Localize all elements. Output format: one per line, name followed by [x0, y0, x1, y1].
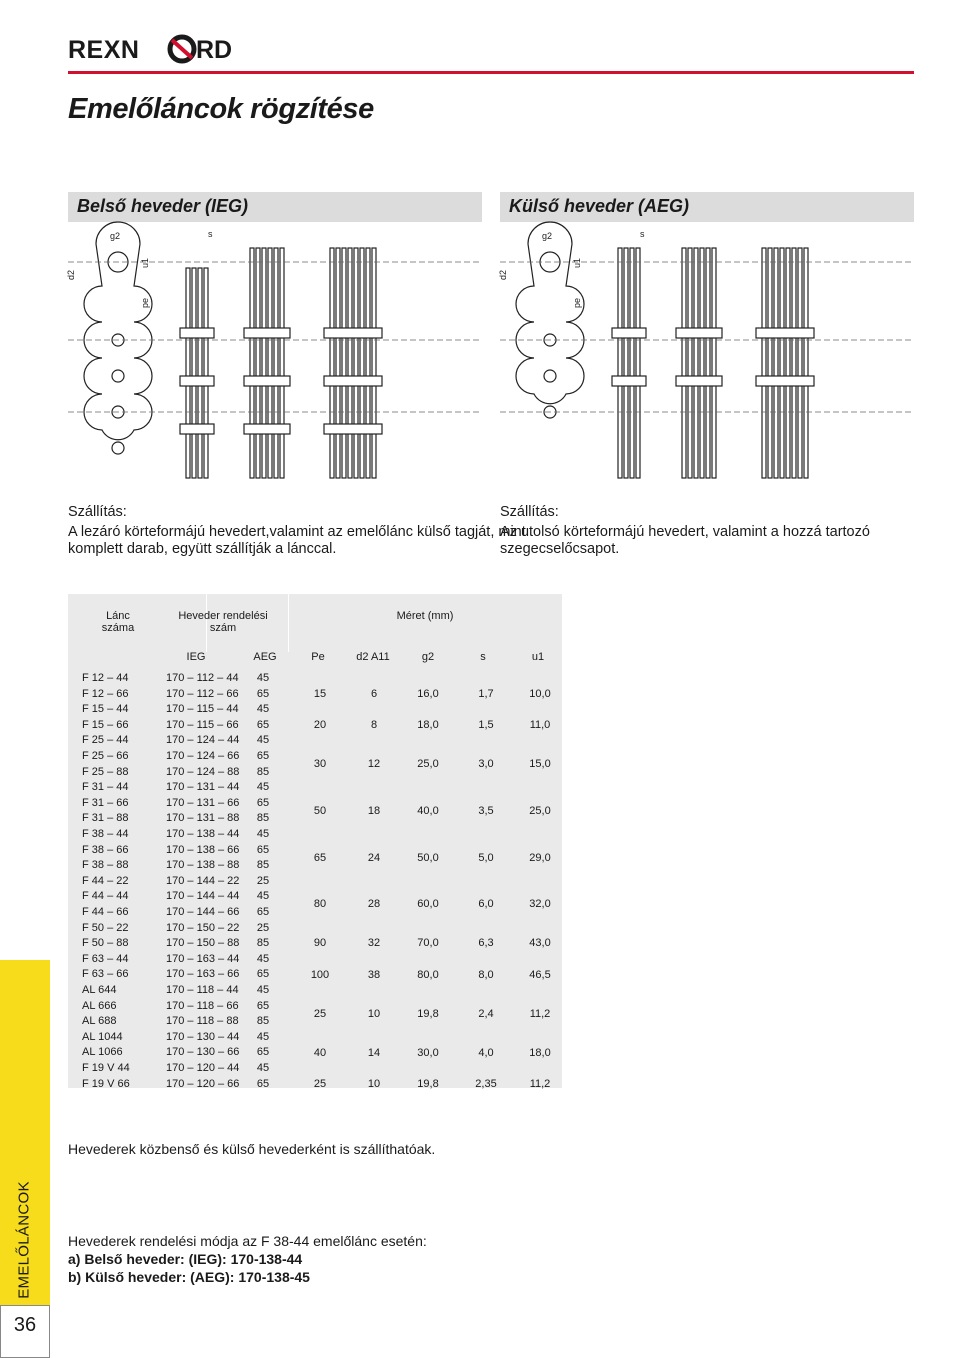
order-number-cell: 170 – 130 – 66 — [166, 1046, 240, 1059]
chain-number-cell: F 15 – 66 — [82, 718, 129, 731]
g2-value-cell: 50,0 — [417, 851, 439, 864]
aeg-cell: 65 — [256, 843, 270, 856]
inner-shipping-label: Szállítás: — [68, 504, 127, 520]
aeg-cell: 65 — [256, 999, 270, 1012]
aeg-cell: 65 — [256, 906, 270, 918]
s-value-cell: 3,5 — [478, 804, 494, 817]
pe-value-cell: 65 — [313, 851, 327, 864]
s-value-cell: 6,3 — [478, 937, 494, 950]
aeg-cell: 65 — [256, 687, 270, 700]
pe-value-cell: 100 — [310, 968, 330, 981]
inner-section-bar — [68, 192, 482, 222]
page-title: Emelőláncok rögzítése — [68, 93, 374, 125]
g2-value-cell: 19,8 — [417, 1007, 439, 1020]
chain-number-cell: AL 666 — [82, 999, 117, 1012]
chain-number-cell: F 25 – 88 — [82, 765, 129, 778]
pe-label: pe — [140, 297, 150, 308]
s-value-cell: 3,0 — [478, 758, 494, 770]
d2-value-cell: 6 — [370, 687, 378, 700]
u1-label: u1 — [140, 257, 150, 268]
s-value-cell: 1,5 — [478, 719, 494, 731]
s-value-cell: 2,35 — [475, 1077, 497, 1090]
chain-number-cell: F 31 – 66 — [82, 796, 129, 809]
rexnord-logo — [68, 32, 244, 66]
order-number-cell: 170 – 118 – 88 — [166, 1015, 239, 1028]
u1-label: u1 — [572, 257, 582, 268]
header-pe: Pe — [311, 651, 325, 663]
aeg-cell: 45 — [256, 1062, 270, 1074]
chain-number-cell: F 50 – 88 — [82, 937, 129, 950]
pe-value-cell: 80 — [313, 898, 327, 911]
g2-value-cell: 70,0 — [417, 937, 439, 950]
d2-label: d2 — [66, 269, 76, 280]
order-number-cell: 170 – 144 – 66 — [166, 906, 240, 918]
u1-value-cell: 25,0 — [529, 804, 551, 817]
chain-number-cell: AL 644 — [82, 984, 117, 996]
aeg-cell: 45 — [256, 1030, 270, 1043]
order-number-cell: 170 – 118 – 66 — [166, 999, 239, 1012]
aeg-cell: 45 — [256, 828, 270, 840]
outer-link-drawing — [500, 228, 914, 490]
sidebar-label: EMELŐLÁNCOK — [15, 1181, 33, 1299]
dimension-table — [68, 594, 562, 1088]
footnote: Hevederek közbenső és külső hevederként is szállíthatóak. — [68, 1141, 436, 1157]
header-u1: u1 — [531, 651, 545, 663]
order-number-cell: 170 – 150 – 88 — [166, 937, 240, 950]
chain-number-cell: F 12 – 66 — [82, 687, 129, 700]
aeg-cell: 85 — [256, 1015, 270, 1028]
pe-value-cell: 20 — [313, 719, 327, 731]
u1-value-cell: 46,5 — [529, 968, 551, 981]
u1-value-cell: 29,0 — [529, 851, 551, 864]
order-number-cell: 170 – 138 – 88 — [166, 859, 240, 872]
order-number-cell: 170 – 115 – 44 — [166, 703, 239, 716]
pe-value-cell: 90 — [313, 937, 327, 950]
g2-value-cell: 30,0 — [417, 1046, 439, 1059]
svg-text:RD: RD — [196, 36, 233, 64]
order-number-cell: 170 – 131 – 88 — [166, 812, 240, 825]
d2-value-cell: 28 — [367, 898, 381, 911]
aeg-cell: 65 — [256, 718, 270, 731]
pe-value-cell: 30 — [313, 758, 327, 770]
pe-label: pe — [572, 297, 582, 308]
aeg-cell: 65 — [256, 750, 270, 762]
chain-number-cell: F 38 – 88 — [82, 859, 129, 872]
d2-value-cell: 24 — [367, 851, 381, 864]
order-number-cell: 170 – 138 – 44 — [166, 828, 240, 840]
order-number-cell: 170 – 124 – 88 — [166, 765, 240, 778]
d2-value-cell: 12 — [367, 758, 381, 770]
order-number-cell: 170 – 138 – 66 — [166, 843, 240, 856]
outer-section-bar — [500, 192, 914, 222]
aeg-cell: 85 — [256, 812, 270, 825]
order-number-cell: 170 – 118 – 44 — [166, 984, 239, 996]
d2-value-cell: 18 — [367, 804, 381, 817]
chain-number-cell: AL 1066 — [82, 1046, 123, 1059]
u1-value-cell: 18,0 — [529, 1046, 551, 1059]
d2-label: d2 — [498, 269, 508, 280]
d2-value-cell: 10 — [367, 1077, 381, 1090]
chain-number-cell: F 38 – 44 — [82, 828, 129, 840]
inner-section-title: Belső heveder (IEG) — [77, 196, 249, 216]
order-number-cell: 170 – 163 – 66 — [166, 968, 240, 981]
inner-link-drawing — [68, 228, 482, 490]
aeg-cell: 45 — [256, 952, 270, 965]
s-value-cell: 2,4 — [478, 1007, 494, 1020]
s-value-cell: 1,7 — [478, 687, 494, 700]
aeg-cell: 65 — [256, 796, 270, 809]
aeg-cell: 65 — [256, 968, 270, 981]
aeg-cell: 45 — [256, 672, 270, 684]
header-g2: g2 — [421, 651, 435, 663]
d2-value-cell: 8 — [370, 719, 378, 731]
s-value-cell: 5,0 — [478, 851, 494, 864]
aeg-cell: 45 — [256, 984, 270, 996]
header-order: Heveder rendelési szám — [178, 610, 268, 634]
header-d2: d2 A11 — [356, 651, 390, 663]
table-divider — [288, 594, 289, 652]
g2-value-cell: 19,8 — [417, 1077, 439, 1090]
order-number-cell: 170 – 124 – 66 — [166, 750, 240, 762]
page-number: 36 — [13, 1314, 37, 1336]
order-number-cell: 170 – 112 – 66 — [166, 687, 239, 700]
svg-text:REXN: REXN — [68, 36, 140, 64]
g2-value-cell: 18,0 — [417, 719, 439, 731]
chain-number-cell: F 25 – 66 — [82, 750, 129, 762]
order-number-cell: 170 – 115 – 66 — [166, 718, 239, 731]
order-number-cell: 170 – 163 – 44 — [166, 952, 240, 965]
s-value-cell: 4,0 — [478, 1046, 494, 1059]
pe-value-cell: 15 — [313, 687, 327, 700]
pe-value-cell: 25 — [313, 1007, 327, 1020]
g2-label: g2 — [110, 231, 121, 241]
chain-number-cell: F 12 – 44 — [82, 672, 129, 684]
chain-number-cell: F 15 – 44 — [82, 703, 129, 716]
order-number-cell: 170 – 124 – 44 — [166, 734, 240, 747]
order-number-cell: 170 – 144 – 44 — [166, 890, 240, 903]
u1-value-cell: 10,0 — [529, 687, 551, 700]
aeg-cell: 25 — [256, 874, 270, 887]
aeg-cell: 85 — [256, 765, 270, 778]
g2-value-cell: 60,0 — [417, 898, 439, 911]
order-number-cell: 170 – 120 – 44 — [166, 1062, 240, 1074]
chain-number-cell: F 63 – 44 — [82, 952, 129, 965]
header-s: s — [480, 651, 486, 663]
pe-value-cell: 40 — [313, 1046, 327, 1059]
chain-number-cell: F 44 – 66 — [82, 906, 129, 918]
order-example — [68, 1232, 427, 1286]
g2-value-cell: 16,0 — [417, 687, 439, 700]
order-number-cell: 170 – 150 – 22 — [166, 921, 240, 934]
order-number-cell: 170 – 144 – 22 — [166, 874, 240, 887]
d2-value-cell: 38 — [367, 968, 381, 981]
chain-number-cell: F 44 – 44 — [82, 890, 129, 903]
order-number-cell: 170 – 130 – 44 — [166, 1030, 240, 1043]
pe-value-cell: 25 — [313, 1077, 327, 1090]
chain-number-cell: F 38 – 66 — [82, 843, 129, 856]
aeg-cell: 85 — [256, 859, 270, 872]
aeg-cell: 45 — [256, 781, 270, 794]
u1-value-cell: 32,0 — [529, 898, 551, 911]
outer-shipping-line-1: Az utolsó körteformájú hevedert, valamint a hozzá tartozó szegecselőcsapot. — [500, 524, 870, 557]
order-number-cell: 170 – 120 – 66 — [166, 1077, 240, 1090]
s-value-cell: 8,0 — [478, 968, 494, 981]
outer-section-title: Külső heveder (AEG) — [509, 196, 690, 216]
chain-number-cell: F 50 – 22 — [82, 921, 129, 934]
d2-value-cell: 10 — [367, 1007, 381, 1020]
aeg-cell: 25 — [256, 921, 270, 934]
s-label: s — [208, 229, 213, 239]
order-number-cell: 170 – 131 – 44 — [166, 781, 240, 794]
aeg-cell: 65 — [256, 1046, 270, 1059]
u1-value-cell: 11,2 — [529, 1077, 551, 1090]
g2-value-cell: 40,0 — [417, 804, 439, 817]
d2-value-cell: 14 — [367, 1046, 381, 1059]
chain-number-cell: F 31 – 44 — [82, 781, 129, 794]
inner-shipping-line-1: A lezáró körteformájú hevedert,valamint az emelőlánc külső tagját, mint — [68, 524, 526, 540]
d2-value-cell: 32 — [367, 937, 381, 950]
u1-value-cell: 15,0 — [529, 758, 551, 770]
order-number-cell: 170 – 131 – 66 — [166, 796, 240, 809]
inner-shipping-line-2: komplett darab, együtt szállítják a lánccal. — [68, 541, 337, 557]
chain-number-cell: AL 1044 — [82, 1030, 123, 1043]
aeg-cell: 65 — [256, 1077, 270, 1090]
u1-value-cell: 43,0 — [529, 937, 551, 950]
g2-label: g2 — [542, 231, 553, 241]
chain-number-cell: F 25 – 44 — [82, 734, 129, 747]
order-line-a: a) Belső heveder: (IEG): 170-138-44 — [68, 1251, 303, 1267]
u1-value-cell: 11,0 — [529, 719, 551, 731]
aeg-cell: 85 — [256, 937, 270, 950]
aeg-cell: 45 — [256, 734, 270, 747]
order-intro: Hevederek rendelési módja az F 38-44 emelőlánc esetén: — [68, 1233, 427, 1249]
outer-shipping-label: Szállítás: — [500, 504, 559, 520]
chain-number-cell: AL 688 — [82, 1015, 117, 1028]
order-number-cell: 170 – 112 – 44 — [166, 672, 239, 684]
header-aeg: AEG — [253, 651, 277, 663]
s-label: s — [640, 229, 645, 239]
header-ieg: IEG — [186, 651, 206, 663]
chain-number-cell: F 19 V 66 — [82, 1077, 130, 1090]
aeg-cell: 45 — [256, 703, 270, 716]
pe-value-cell: 50 — [313, 804, 327, 817]
s-value-cell: 6,0 — [478, 898, 494, 911]
g2-value-cell: 80,0 — [417, 968, 439, 981]
chain-number-cell: F 63 – 66 — [82, 968, 129, 981]
chain-number-cell: F 31 – 88 — [82, 812, 129, 825]
aeg-cell: 45 — [256, 890, 270, 903]
u1-value-cell: 11,2 — [529, 1007, 551, 1020]
chain-number-cell: F 44 – 22 — [82, 874, 129, 887]
chain-number-cell: F 19 V 44 — [82, 1062, 130, 1074]
g2-value-cell: 25,0 — [417, 758, 439, 770]
order-line-b: b) Külső heveder: (AEG): 170-138-45 — [68, 1269, 310, 1285]
header-chain: Lánc száma — [101, 610, 135, 634]
header-dims: Méret (mm) — [396, 610, 454, 622]
header-rule — [68, 71, 914, 74]
